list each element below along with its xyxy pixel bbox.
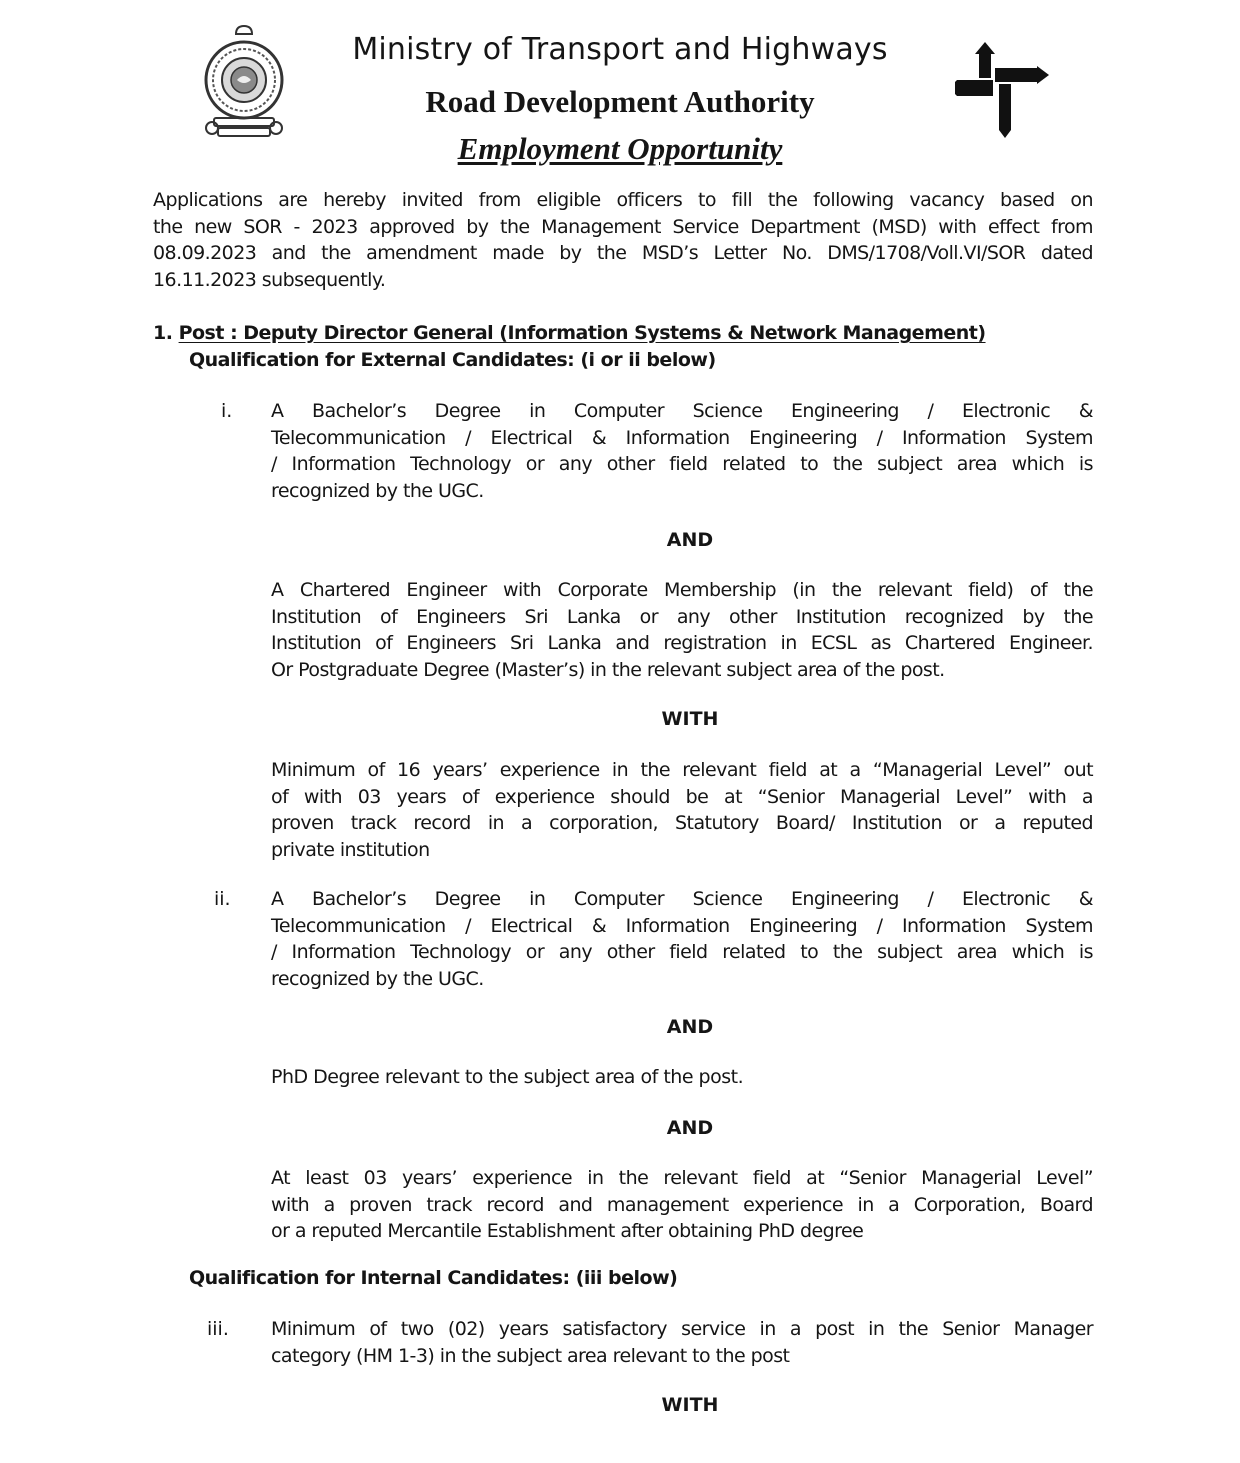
post-number: 1. — [153, 322, 173, 344]
experience-line: of with 03 years of experience should be at “Senior Managerial Level” with a — [271, 785, 1093, 808]
conjunction-with: WITH — [661, 1394, 719, 1416]
conjunction-and: AND — [666, 529, 714, 551]
item-marker-iii: iii. — [207, 1318, 229, 1340]
chartered-line: Or Postgraduate Degree (Master’s) in the relevant subject area of the post. — [271, 659, 945, 682]
degree-line: Telecommunication / Electrical & Information Engineering / Information System — [271, 426, 1093, 449]
phd-requirement: PhD Degree relevant to the subject area of the post. — [271, 1066, 744, 1088]
experience-line: or a reputed Mercantile Establishment after obtaining PhD degree — [271, 1220, 864, 1243]
item-marker-i: i. — [221, 400, 233, 422]
service-requirement-iii — [271, 1316, 1093, 1369]
external-qualification-heading: Qualification for External Candidates: (i or ii below) — [189, 349, 716, 371]
experience-line: with a proven track record and management experience in a Corporation, Board — [271, 1193, 1093, 1216]
experience-line: proven track record in a corporation, Statutory Board/ Institution or a reputed — [271, 812, 1093, 835]
notice-title: Employment Opportunity — [457, 131, 783, 166]
internal-qualification-heading: Qualification for Internal Candidates: (iii below) — [189, 1267, 678, 1289]
degree-line: / Information Technology or any other field related to the subject area which is — [271, 941, 1093, 964]
intro-line: 08.09.2023 and the amendment made by the MSD’s Letter No. DMS/1708/Voll.VI/SOR dated — [153, 242, 1093, 265]
degree-line: A Bachelor’s Degree in Computer Science Engineering / Electronic & — [271, 400, 1093, 422]
degree-line: recognized by the UGC. — [271, 968, 484, 991]
post-title: Post : Deputy Director General (Information Systems & Network Management) — [178, 322, 986, 344]
conjunction-and: AND — [666, 1016, 714, 1038]
chartered-line: Institution of Engineers Sri Lanka and registration in ECSL as Chartered Engineer. — [271, 632, 1093, 655]
degree-requirement-ii — [271, 886, 1093, 993]
conjunction-and: AND — [666, 1117, 714, 1139]
service-line: Minimum of two (02) years satisfactory service in a post in the Senior Manager — [271, 1318, 1093, 1340]
rda-logo-icon — [955, 40, 1051, 140]
degree-requirement-i — [271, 398, 1093, 505]
experience-line: private institution — [271, 839, 430, 862]
experience-requirement-ii — [271, 1165, 1093, 1245]
chartered-line: Institution of Engineers Sri Lanka or any other Institution recognized by the — [271, 605, 1093, 628]
service-line: category (HM 1-3) in the subject area relevant to the post — [271, 1344, 790, 1367]
conjunction-with: WITH — [661, 708, 719, 730]
ministry-title: Ministry of Transport and Highways — [352, 32, 888, 67]
intro-line: Applications are hereby invited from eligible officers to fill the following vacancy based on — [153, 189, 1093, 211]
experience-line: Minimum of 16 years’ experience in the relevant field at a “Managerial Level” out — [271, 759, 1093, 781]
authority-title: Road Development Authority — [425, 84, 815, 119]
experience-requirement-i — [271, 757, 1093, 864]
sri-lanka-emblem-icon — [200, 22, 288, 140]
intro-line: the new SOR - 2023 approved by the Management Service Department (MSD) with effect from — [153, 215, 1093, 238]
item-marker-ii: ii. — [214, 888, 231, 910]
experience-line: At least 03 years’ experience in the relevant field at “Senior Managerial Level” — [271, 1167, 1093, 1189]
degree-line: A Bachelor’s Degree in Computer Science Engineering / Electronic & — [271, 888, 1093, 910]
intro-line: 16.11.2023 subsequently. — [153, 269, 386, 292]
degree-line: Telecommunication / Electrical & Information Engineering / Information System — [271, 914, 1093, 937]
post-heading — [153, 320, 986, 346]
degree-line: / Information Technology or any other field related to the subject area which is — [271, 453, 1093, 476]
chartered-line: A Chartered Engineer with Corporate Membership (in the relevant field) of the — [271, 579, 1093, 601]
chartered-engineer-requirement — [271, 577, 1093, 684]
degree-line: recognized by the UGC. — [271, 480, 484, 503]
intro-paragraph — [153, 187, 1093, 294]
